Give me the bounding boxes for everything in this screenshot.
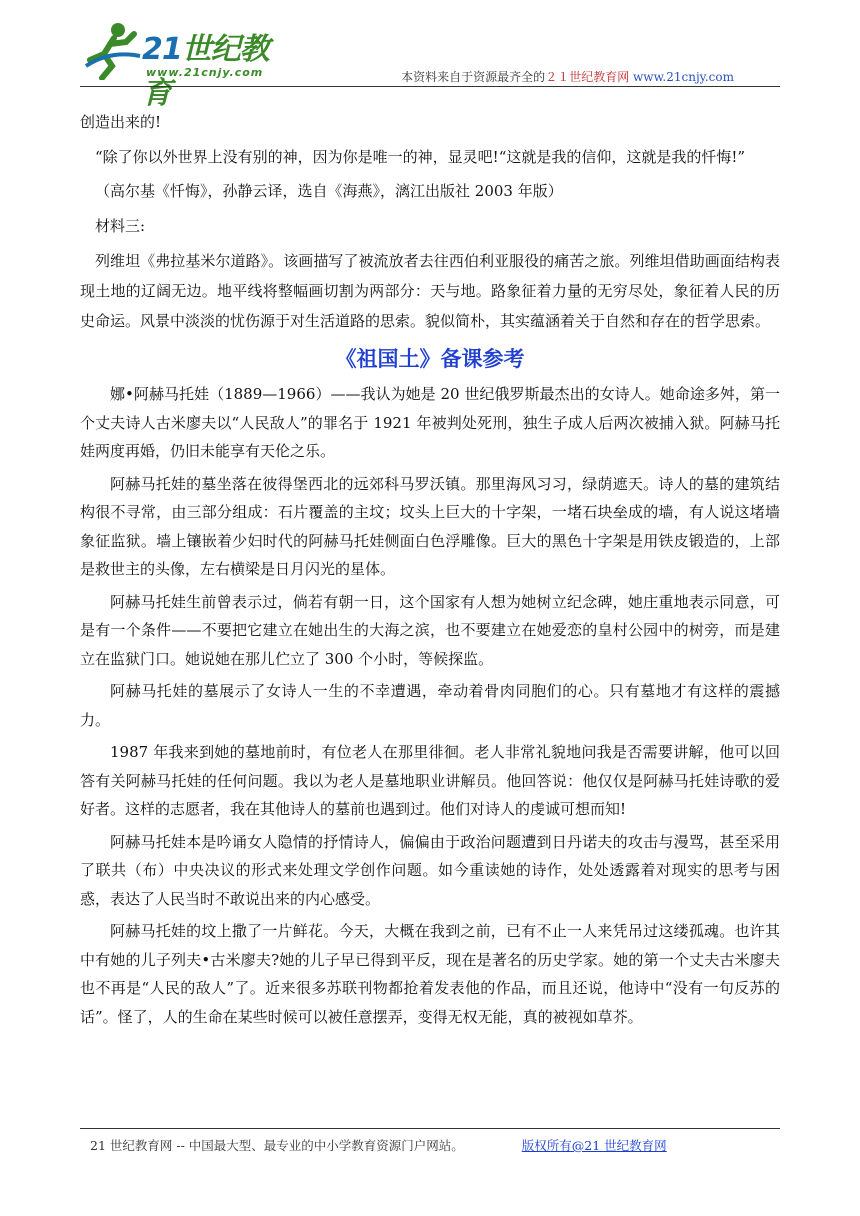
page-header: [80, 18, 780, 111]
section-title: 《祖国土》备课参考: [335, 347, 525, 371]
paragraph: 列维坦《弗拉基米尔道路》。该画描写了被流放者去往西伯利亚服役的痛苦之旅。列维坦借助画面结构表现土地的辽阔无边。地平线将整幅画切割为两部分：天与地。路象征着力量的无穷尽处，象征着人民的历史命运。风景中淡淡的忧伤源于对生活道路的思索。貌似简朴，其实蕴涵着关于自然和存在的哲学思索。: [80, 252, 780, 330]
footer-text: 21 世纪教育网 -- 中国最大型、最专业的中小学教育资源门户网站。: [90, 1138, 464, 1153]
runner-logo-icon: [80, 20, 150, 80]
footer-divider: [80, 1128, 780, 1129]
page-footer: [90, 1136, 667, 1154]
header-divider: [80, 86, 780, 87]
header-note-prefix: 本资料来自于资源最齐全的: [401, 70, 546, 84]
logo-brand-num: 21: [142, 32, 182, 67]
paragraph: 阿赫马托娃的坟上撒了一片鲜花。今天，大概在我到之前，已有不止一人来凭吊过这缕孤魂。也许其中有她的儿子列夫•古米廖夫?她的儿子早已得到平反，现在是著名的历史学家。她的第一个丈夫古米廖夫也不再是“人民的敌人”了。近来很多苏联刊物都抢着发表他的作品，而且还说，他诗中“没有一句反苏的话”。怪了，人的生命在某些时候可以被任意摆弄，变得无权无能，真的被视如草芥。: [80, 922, 780, 1026]
logo[interactable]: [80, 18, 290, 111]
paragraph: 创造出来的!: [80, 113, 162, 131]
copyright-link[interactable]: 版权所有@21 世纪教育网: [521, 1138, 667, 1153]
header-note-url[interactable]: www.21cnjy.com: [633, 70, 734, 84]
paragraph: 阿赫马托娃本是吟诵女人隐情的抒情诗人，偏偏由于政治问题遭到日丹诺夫的攻击与漫骂，甚至采用了联共（布）中央决议的形式来处理文学创作问题。如今重读她的诗作，处处透露着对现实的思考与困惑，表达了人民当时不敢说出来的内心感受。: [80, 832, 780, 908]
paragraph: 阿赫马托娃的墓坐落在彼得堡西北的远郊科马罗沃镇。那里海风习习，绿荫遮天。诗人的墓的建筑结构很不寻常，由三部分组成：石片覆盖的主坟；坟头上巨大的十字架，一堵石块垒成的墙，有人说这堵墙象征监狱。墙上镶嵌着少妇时代的阿赫马托娃侧面白色浮雕像。巨大的黑色十字架是用铁皮锻造的，上部是救世主的头像，左右横梁是日月闪光的星体。: [80, 474, 780, 578]
logo-brand-text: 世纪教育: [142, 32, 269, 111]
logo-url: www.21cnjy.com: [146, 66, 264, 79]
citation: （高尔基《忏悔》，孙静云译，选自《海燕》，漓江出版社 2003 年版）: [95, 182, 563, 200]
paragraph: 娜•阿赫马托娃（1889—1966）——我认为她是 20 世纪俄罗斯最杰出的女诗人。她命途多舛，第一个丈夫诗人古米廖夫以“人民敌人”的罪名于 1921 年被判处死刑，独生子成人后两次被捕入狱。阿赫马托娃两度再婚，仍旧未能享有天伦之乐。: [80, 385, 780, 460]
document-body: [80, 108, 780, 1031]
paragraph: 阿赫马托娃的墓展示了女诗人一生的不幸遭遇，牵动着骨肉同胞们的心。只有墓地才有这样的震撼力。: [80, 682, 780, 729]
header-note: [401, 68, 734, 85]
paragraph: 阿赫马托娃生前曾表示过，倘若有朝一日，这个国家有人想为她树立纪念碑，她庄重地表示同意，可是有一个条件——不要把它建立在她出生的大海之滨，也不要建立在她爱恋的皇村公园中的树旁，而是建立在监狱门口。她说她在那儿伫立了 300 个小时，等候探监。: [80, 592, 780, 668]
quote-paragraph: “除了你以外世界上没有别的神，因为你是唯一的神，显灵吧!“这就是我的信仰，这就是我的忏悔!”: [95, 147, 746, 166]
paragraph: 1987 年我来到她的墓地前时，有位老人在那里徘徊。老人非常礼貌地问我是否需要讲解，他可以回答有关阿赫马托娃的任何问题。我以为老人是墓地职业讲解员。他回答说：他仅仅是阿赫马托娃诗歌的爱好者。这样的志愿者，我在其他诗人的墓前也遇到过。他们对诗人的虔诚可想而知!: [80, 743, 780, 818]
header-note-highlight: ２１世纪教育网: [545, 70, 630, 84]
material-label: 材料三:: [95, 216, 146, 235]
